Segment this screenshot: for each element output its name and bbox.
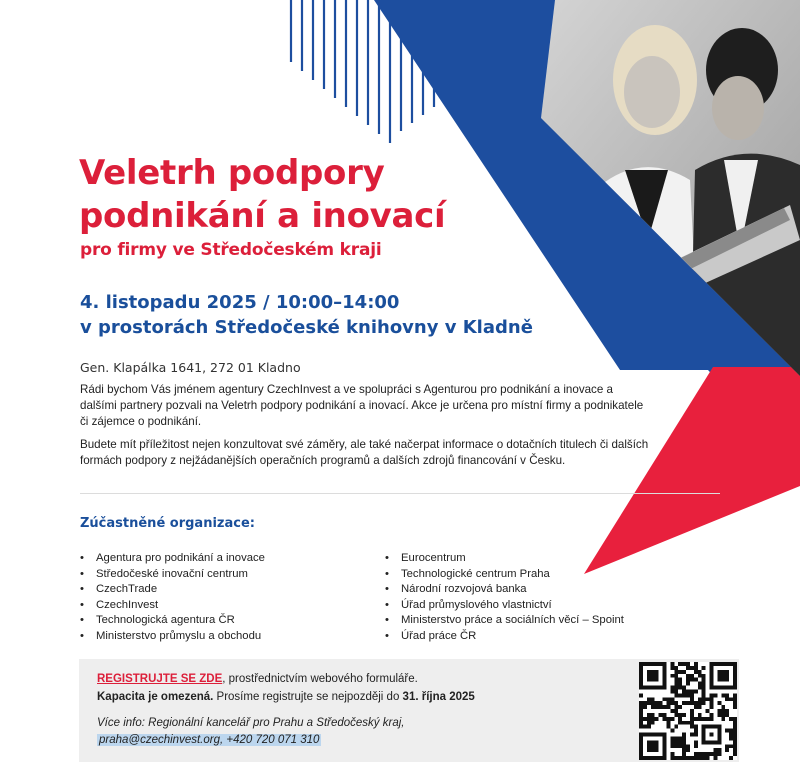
qr-module [678,740,682,744]
qr-module [686,701,690,705]
qr-module [729,717,733,721]
qr-module [674,756,678,760]
qr-module [710,705,714,709]
qr-module [666,725,670,729]
qr-module [670,752,674,756]
qr-module [694,756,698,760]
qr-module [643,701,647,705]
qr-module [674,670,678,674]
qr-module [670,674,674,678]
qr-module [647,697,651,701]
qr-module [694,717,698,721]
qr-module [733,721,737,725]
qr-module [686,744,690,748]
qr-module [733,748,737,752]
qr-module [733,725,737,729]
qr-module [651,721,655,725]
qr-module [678,705,682,709]
deadline-date: 31. října 2025 [402,691,475,703]
qr-module [651,705,655,709]
event-when [80,290,533,340]
qr-module [663,705,667,709]
register-link-suffix: , prostřednictvím webového formuláře. [222,673,418,685]
qr-module [678,756,682,760]
qr-module [682,721,686,725]
qr-module [670,697,674,701]
qr-module [686,678,690,682]
list-item: • Ministerstvo průmyslu a obchodu [78,629,265,645]
list-item: • Agentura pro podnikání a inovace [78,551,265,567]
qr-module [713,756,717,760]
qr-module [694,744,698,748]
qr-module [678,693,682,697]
qr-module [694,670,698,674]
qr-module [725,709,729,713]
qr-module [670,740,674,744]
qr-module [670,666,674,670]
qr-module [686,674,690,678]
qr-module [682,748,686,752]
qr-module [702,717,706,721]
qr-module [698,713,702,717]
qr-module [698,674,702,678]
qr-module [690,689,694,693]
qr-module [682,701,686,705]
contact-line [97,734,321,746]
qr-module [682,752,686,756]
title-line-1: Veletrh podpory [79,153,385,193]
qr-module [647,701,651,705]
qr-module [663,697,667,701]
qr-module [670,689,674,693]
qr-module [698,701,702,705]
qr-module [690,674,694,678]
intro-paragraph: Rádi bychom Vás jménem agentury CzechInvest a ve spolupráci s Agenturou pro podnikání a inovace a dalšími partnery pozvali na Veletrh podpory podnikání a inovací. Akce je určena pro místní firmy a podnikatele či zájemce o podnikání. [80,383,644,428]
qr-module [698,686,702,690]
qr-module [686,693,690,697]
qr-module [710,701,714,705]
qr-module [686,756,690,760]
qr-module [678,744,682,748]
qr-module [729,697,733,701]
list-item: • Technologická agentura ČR [78,613,265,629]
qr-module [702,674,706,678]
qr-module [694,740,698,744]
qr-module [702,686,706,690]
qr-module [674,709,678,713]
qr-module [666,721,670,725]
qr-module [678,713,682,717]
qr-module [713,752,717,756]
qr-module [694,662,698,666]
deadline-text: Prosíme registrujte se nejpozději do [213,691,403,703]
qr-module [678,670,682,674]
contact-info[interactable]: praha@czechinvest.org, +420 720 071 310 [99,734,320,746]
capacity-note: Kapacita je omezená. [97,691,214,703]
organizations-heading: Zúčastněné organizace: [80,516,255,531]
qr-module [663,713,667,717]
qr-module [729,729,733,733]
qr-module [670,729,674,733]
qr-module [733,729,737,733]
qr-module [729,756,733,760]
qr-module [682,693,686,697]
qr-module [706,717,710,721]
qr-module [702,752,706,756]
qr-module [674,740,678,744]
qr-module [682,744,686,748]
qr-module [733,736,737,740]
qr-module [663,717,667,721]
qr-module [694,689,698,693]
qr-module [674,674,678,678]
qr-module [721,717,725,721]
register-link[interactable]: REGISTRUJTE SE ZDE [97,673,223,685]
qr-module [682,686,686,690]
registration-box [79,659,739,762]
event-date-time: 4. listopadu 2025 / 10:00–14:00 [80,292,400,313]
qr-module [721,713,725,717]
qr-module [694,729,698,733]
list-item: • Úřad průmyslového vlastnictví [383,598,624,614]
qr-module [686,721,690,725]
qr-module [717,748,721,752]
qr-module [682,740,686,744]
qr-module [702,756,706,760]
qr-module [678,682,682,686]
qr-module [702,689,706,693]
qr-module [721,693,725,697]
registration-line [97,673,418,685]
qr-module [678,678,682,682]
qr-module [666,717,670,721]
qr-module [670,756,674,760]
qr-module [702,666,706,670]
qr-module [690,693,694,697]
qr-module [717,713,721,717]
qr-module [694,705,698,709]
qr-module [670,701,674,705]
qr-module [659,701,663,705]
list-item: • Eurocentrum [383,551,624,567]
qr-module [717,752,721,756]
qr-module [678,717,682,721]
qr-module [647,713,651,717]
qr-module [674,705,678,709]
organizations-list-right [383,551,624,645]
qr-module [674,682,678,686]
qr-module [733,752,737,756]
qr-module [674,666,678,670]
qr-module [710,693,714,697]
qr-module [717,701,721,705]
qr-module [698,752,702,756]
qr-module [733,733,737,737]
organizations-list-left [78,551,265,645]
qr-module [702,682,706,686]
qr-module [713,693,717,697]
qr-module [702,697,706,701]
qr-module [725,713,729,717]
qr-module [721,709,725,713]
qr-module [639,721,643,725]
qr-module [694,666,698,670]
qr-module [670,717,674,721]
qr-module [702,678,706,682]
qr-module [690,701,694,705]
list-item: • Úřad práce ČR [383,629,624,645]
qr-module [674,713,678,717]
qr-module [733,717,737,721]
qr-module [639,709,643,713]
qr-module [710,713,714,717]
event-venue: v prostorách Středočeské knihovny v Kladně [80,317,533,338]
qr-module [729,744,733,748]
qr-code-icon[interactable] [639,662,737,760]
qr-module [666,697,670,701]
qr-module [678,736,682,740]
qr-module [706,752,710,756]
qr-module [690,717,694,721]
qr-module [690,697,694,701]
qr-module [721,705,725,709]
qr-module [666,701,670,705]
qr-module [725,729,729,733]
qr-module [710,752,714,756]
qr-module [690,713,694,717]
qr-module [690,721,694,725]
qr-module [686,689,690,693]
qr-module [655,701,659,705]
qr-module [659,713,663,717]
qr-module [698,670,702,674]
qr-module [698,705,702,709]
qr-module [639,701,643,705]
qr-module [643,717,647,721]
qr-module [655,717,659,721]
qr-module [678,686,682,690]
qr-module [690,756,694,760]
qr-module [733,693,737,697]
title-line-2: podnikání a inovací [79,196,446,236]
qr-module [678,662,682,666]
qr-module [733,697,737,701]
qr-module [651,697,655,701]
qr-module [710,717,714,721]
list-item: • Ministerstvo práce a sociálních věcí – Spoint [383,613,624,629]
qr-module [674,701,678,705]
qr-module [674,686,678,690]
qr-module [651,713,655,717]
qr-module [674,693,678,697]
qr-module [682,662,686,666]
qr-module [686,666,690,670]
list-item: • Technologické centrum Praha [383,567,624,583]
list-item: • Národní rozvojová banka [383,582,624,598]
qr-module [651,701,655,705]
qr-module [725,693,729,697]
qr-module [690,709,694,713]
qr-module [639,693,643,697]
qr-module [733,705,737,709]
qr-module [706,697,710,701]
qr-module [694,752,698,756]
qr-module [682,736,686,740]
qr-module [710,697,714,701]
event-address: Gen. Klapálka 1641, 272 01 Kladno [80,360,301,375]
qr-module [670,744,674,748]
qr-module [713,748,717,752]
divider [80,493,720,494]
qr-module [717,709,721,713]
qr-module [682,670,686,674]
event-subtitle: pro firmy ve Středočeském kraji [80,240,382,260]
qr-module [647,717,651,721]
qr-module [702,693,706,697]
qr-module [694,725,698,729]
qr-module [690,725,694,729]
qr-module [686,662,690,666]
qr-module [674,744,678,748]
qr-module [659,705,663,709]
qr-module [694,701,698,705]
capacity-line [97,691,475,703]
qr-module [698,756,702,760]
qr-module [651,717,655,721]
qr-module [725,697,729,701]
qr-module [639,717,643,721]
details-paragraph: Budete mít příležitost nejen konzultovat své záměry, ale také načerpat informace o dotačních titulech či dalších formách podpory z nejžádanějších operačních programů a dalších zdrojů financování v Česku. [80,438,649,467]
qr-module [733,744,737,748]
qr-module [655,705,659,709]
qr-module [647,725,651,729]
qr-module [674,725,678,729]
list-item: • CzechInvest [78,598,265,614]
qr-module [682,713,686,717]
qr-module [643,725,647,729]
qr-module [639,705,643,709]
qr-module [647,721,651,725]
event-title [79,152,445,238]
qr-module [706,709,710,713]
qr-module [670,736,674,740]
qr-module [729,733,733,737]
qr-module [729,736,733,740]
qr-module [733,740,737,744]
qr-module [674,689,678,693]
qr-module [682,756,686,760]
qr-module [686,748,690,752]
qr-module [670,662,674,666]
qr-module [702,701,706,705]
qr-module [643,705,647,709]
qr-module [698,697,702,701]
qr-module [674,736,678,740]
qr-module [733,701,737,705]
qr-module [690,678,694,682]
list-item: • Středočeské inovační centrum [78,567,265,583]
qr-module [678,721,682,725]
qr-module [725,748,729,752]
qr-module [690,666,694,670]
more-info: Více info: Regionální kancelář pro Prahu a Středočeský kraj, [97,717,405,729]
qr-module [670,709,674,713]
qr-module [666,705,670,709]
qr-module [694,733,698,737]
qr-module [682,689,686,693]
qr-module [639,725,643,729]
qr-module [674,678,678,682]
qr-module [698,717,702,721]
qr-module [706,756,710,760]
list-item: • CzechTrade [78,582,265,598]
qr-module [725,744,729,748]
qr-module [694,678,698,682]
qr-module [639,713,643,717]
qr-module [682,733,686,737]
qr-module [686,682,690,686]
qr-module [670,686,674,690]
qr-module [690,733,694,737]
qr-module [698,682,702,686]
